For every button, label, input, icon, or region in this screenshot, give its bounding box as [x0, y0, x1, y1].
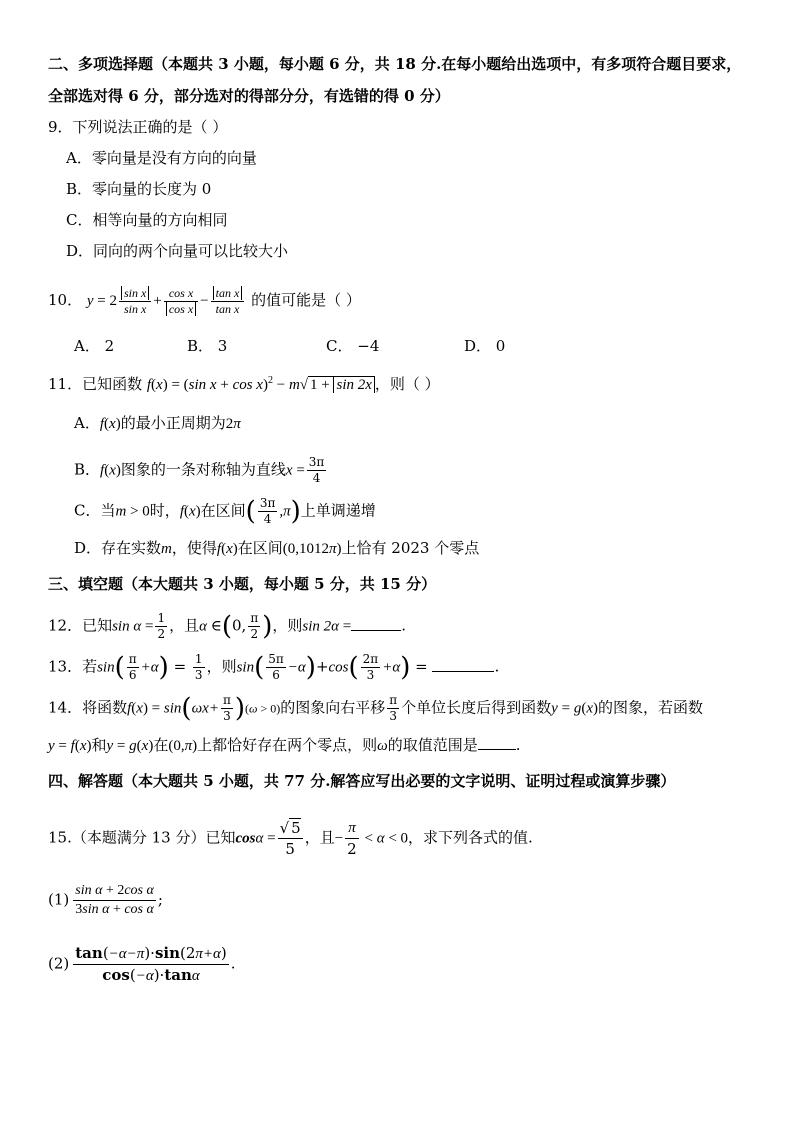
q14-line2-in: 在 — [153, 736, 169, 754]
q11-formula: f(x) = (sin x + cos x)$^2$ − m√ 1 + sin 2x — [147, 377, 375, 393]
q15-end: ，求下列各式的值. — [408, 828, 533, 847]
q9-option-c: C．相等向量的方向相同 — [66, 211, 228, 229]
section2-heading: 二、多项选择题（本题共 3 小题，每小题 6 分，共 18 分.在每小题给出选项中，有多项符合题目要求， — [48, 55, 742, 73]
q10-option-c: C． −4 — [326, 337, 380, 355]
q14-pre: 14．将函数 — [48, 698, 128, 717]
q11-suffix: ，则（ ） — [374, 375, 440, 393]
section3-heading: 三、填空题（本大题共 3 小题，每小题 5 分，共 15 分） — [48, 575, 437, 593]
q10-stem — [48, 286, 361, 317]
q11-stem — [48, 371, 440, 395]
q11-option-b: B．f(x)图象的一条对称轴为直线x = $\frac{3\pi}{4}$ — [74, 455, 325, 485]
q14-mid3: 的图象，若函数 — [597, 698, 703, 717]
q15-p1-label: (1) — [48, 890, 70, 909]
q13: 13．若sin( $\frac{\pi}{6}$ +α) = $\frac{1}{3}$ ，则sin( $\frac{5\pi}{6}$ −α)+cos( $\frac{2\pi}{3}$ +α) = . — [48, 652, 500, 683]
q14-mid2: 个单位长度后得到函数 — [401, 698, 552, 717]
q11-opt-c-text: 在区间 — [200, 501, 246, 520]
q15-mid: ，且 — [304, 828, 335, 847]
q9-option-a: A．零向量是没有方向的向量 — [66, 149, 257, 167]
q13-pre: 13．若 — [48, 657, 98, 676]
q14-mid: 的图象向右平移 — [280, 698, 386, 717]
q12-pre: 12．已知 — [48, 616, 113, 635]
q9-option-d: D．同向的两个向量可以比较大小 — [66, 242, 289, 260]
q15-p2-label: (2) — [48, 954, 70, 973]
q15-pre: 15.（本题满分 13 分）已知 — [48, 828, 236, 847]
q10-option-d: D． 0 — [464, 337, 506, 355]
q11-opt-a-text: 的最小正周期为 — [120, 414, 226, 432]
q9-option-b: B．零向量的长度为 0 — [66, 180, 212, 198]
q11-number: 11．已知函数 — [48, 375, 143, 393]
q11-option-a: A．f(x)的最小正周期为2π — [74, 414, 241, 432]
q10-option-b: B． 3 — [187, 337, 228, 355]
q13-mid: ，则 — [206, 657, 237, 676]
q14-line2-mid: 和 — [91, 736, 107, 754]
section4-heading: 四、解答题（本大题共 5 小题，共 77 分.解答应写出必要的文字说明、证明过程或演算步骤） — [48, 772, 676, 790]
q10-suffix: 的值可能是（ ） — [251, 290, 361, 309]
q15-part1: (1) $\frac{\text{sin α + 2cos α}}{\text{3sin α + cos α}}$ ; — [48, 883, 163, 917]
q14-line2-tail: 的取值范围是 — [387, 736, 478, 754]
q10-number: 10． — [48, 290, 83, 309]
q11-opt-c-when: C．当 — [74, 501, 116, 520]
q10-formula: y = 2 $\frac{\text{sin x}}{\text{sin x}}$ + $\frac{\text{cos x}}{\text{cos x}}$ − $\frac{\text{tan x}}{\text{tan x}}$ — [87, 293, 246, 309]
q11-opt-d-end: 上恰有 2023 个零点 — [341, 539, 480, 557]
q11-opt-c-end: 上单调递增 — [300, 501, 376, 520]
q11-opt-d-mid: ，使得 — [171, 539, 217, 557]
q10-option-a: A． 2 — [74, 337, 115, 355]
q15-part2: (2) $\frac{\tan(-\alpha-\pi)\cdot\sin(2\pi+\alpha)}{\cos(-\alpha)\cdot\tan\alpha}$ . — [48, 944, 236, 984]
q12-mid: ，且 — [169, 616, 200, 635]
q11-option-d: D．存在实数m，使得f(x)在区间(0,1012π)上恰有 2023 个零点 — [74, 539, 480, 557]
q15-stem: 15.（本题满分 13 分）已知cosα = $\frac{√ 5}{5}$ ，且− $\frac{\pi}{2}$ < α < 0，求下列各式的值. — [48, 819, 533, 858]
section2-heading-cont: 全部选对得 6 分，部分选对的得部分分，有选错的得 0 分） — [48, 87, 450, 105]
q11-opt-d-pre: D．存在实数 — [74, 539, 162, 557]
q11-opt-b-text: 图象的一条对称轴为直线 — [120, 460, 286, 479]
q11-option-c: C．当m > 0时，f(x)在区间( $\frac{3\pi}{4}$ ,π)上单调递增 — [74, 496, 376, 527]
q12: 12．已知sin α = $\frac{1}{2}$ ，且α ∈(0, $\frac{\pi}{2}$ )，则sin 2α = . — [48, 611, 407, 642]
q11-opt-d-in: 在区间 — [237, 539, 283, 557]
q14-line2: y = f(x)和y = g(x)在(0,π)上都恰好存在两个零点，则ω的取值范围是 . — [48, 736, 521, 754]
q14-line2-end: 上都恰好存在两个零点，则 — [197, 736, 378, 754]
q14-line1: 14．将函数f(x) = sin(ωx+ $\frac{\pi}{3}$ )(ω > 0)的图象向右平移 $\frac{\pi}{3}$ 个单位长度后得到函数y = g(x)的图象，若函数 — [48, 693, 703, 724]
q12-end: ，则 — [272, 616, 303, 635]
q9-stem: 9．下列说法正确的是（ ） — [48, 118, 228, 136]
